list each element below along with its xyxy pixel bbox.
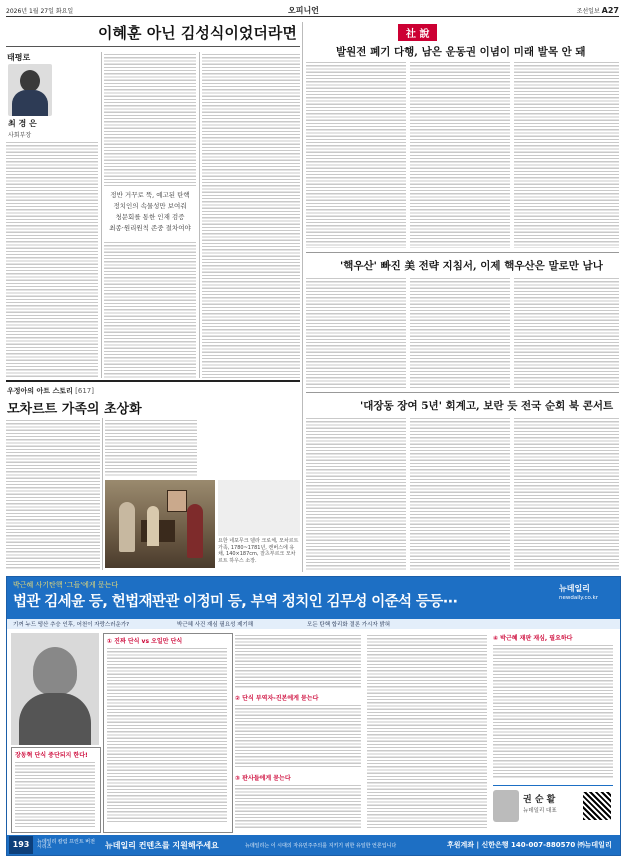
editorial-body-3a xyxy=(306,416,406,570)
signature-title: 뉴데일리 대표 xyxy=(523,808,557,814)
qr-code-icon xyxy=(583,792,611,820)
ad-photo xyxy=(11,633,99,745)
photo-caption: 요한 네포무크 델라 크로체, 모차르트 가족, 1780~1781년, 캔버스에 유채, 140×187cm, 잘츠부르크 모차르트 하우스 소장. xyxy=(218,538,299,564)
section-title: 오피니언 xyxy=(288,6,319,15)
ad-text xyxy=(235,633,361,689)
editorial-headline-3: '대장동 장여 5년' 회계고, 보란 듯 전국 순회 북 콘서트 xyxy=(360,400,614,412)
ad-section-2: ② 단식 부역자-진본에게 묻는다 xyxy=(235,695,319,702)
signature-photo xyxy=(493,790,519,822)
ad-footer xyxy=(7,835,620,855)
masthead-right xyxy=(577,6,619,15)
signature-name: 권 순 활 xyxy=(523,795,556,805)
ad-section-1: ① 진짜 단식 vs 오일만 단식 xyxy=(107,638,183,645)
art-series-label xyxy=(7,386,94,396)
family-portrait-image xyxy=(105,480,215,568)
ad-brand: 뉴데일리 xyxy=(559,584,590,593)
ad-tag: 기꺼 누드 떵산 추승 인후, 어천이 자랑스러운가? xyxy=(13,622,130,628)
ad-tag: 박근혜 사건 재심 필요성 제기해 xyxy=(177,622,254,628)
editorial-headline-1: 발원전 폐기 다행, 남은 운동권 이념이 미래 발목 안 돼 xyxy=(336,46,586,58)
column-body-1 xyxy=(6,140,98,378)
editorial-body-3c xyxy=(514,416,619,570)
editorial-body-2b xyxy=(410,276,510,388)
ad-col-2 xyxy=(235,633,363,831)
advertisement xyxy=(6,576,621,856)
ad-banner xyxy=(7,577,620,619)
badge-note: 뉴데일리 칼럼 프린트 버전 시리즈 xyxy=(37,839,95,850)
ad-text xyxy=(493,643,613,779)
pull-quote-line: 청문회를 통한 인재 검증 xyxy=(115,213,185,221)
ad-col-4 xyxy=(493,633,615,831)
author-title: 사회부장 xyxy=(8,132,32,139)
ad-tag: 모든 탄핵 합리화 결론 가시자 밝혀 xyxy=(307,622,391,628)
ad-section-3: ③ 판사들에게 묻는다 xyxy=(235,775,291,782)
author-name: 최 경 은 xyxy=(8,119,37,128)
editorial-body-2a xyxy=(306,276,406,388)
series-number: [617] xyxy=(75,387,94,395)
page-header xyxy=(6,4,619,17)
editorial-body-1a xyxy=(306,60,406,248)
ad-tagline-bar xyxy=(7,619,620,629)
author-photo xyxy=(8,64,52,116)
ad-headline: 법관 김세윤 등, 헌법재판관 이정미 등, 부역 정치인 김무성 이준석 등등··· xyxy=(13,594,458,610)
ad-sidebar-box xyxy=(11,747,101,833)
paper-name: 조선일보 xyxy=(576,8,600,15)
ad-footer-title: 뉴데일리 컨텐츠를 지원해주세요 xyxy=(105,841,219,850)
column-body-4 xyxy=(202,52,300,378)
ad-text xyxy=(107,646,227,822)
art-headline: 모차르트 가족의 초상화 xyxy=(7,402,142,417)
editorial-body-3b xyxy=(410,416,510,570)
ad-section-5: 장동혁 단식 중단되지 한다! xyxy=(15,752,88,759)
art-body-1 xyxy=(6,418,100,570)
editorial-badge: 社 說 xyxy=(398,24,437,41)
ad-footer-account: 후원계좌 | 신한은행 140-007-880570 ㈜뉴데일리 xyxy=(447,841,612,849)
editorial-body-1b xyxy=(410,60,510,248)
issue-date: 2026년 1월 27일 화요일 xyxy=(6,8,74,15)
ad-section-4: ④ 박근혜 재판 재심, 필요하다 xyxy=(493,635,573,642)
pull-quote-line: 정치인의 속물성만 보여줘 xyxy=(113,202,187,210)
ad-text xyxy=(367,633,487,829)
series-number-badge: 193 xyxy=(9,836,33,854)
art-detail-box xyxy=(218,480,300,536)
column-headline: 이혜훈 아닌 김성식이었더라면 xyxy=(98,24,297,42)
ad-col-3 xyxy=(367,633,489,831)
ad-text xyxy=(235,703,361,769)
ad-text xyxy=(235,783,361,829)
ad-text xyxy=(15,760,95,828)
ad-brand-url: newdaily.co.kr xyxy=(559,595,598,601)
pull-quote-line: 정반 거꾸로 뚝, 예고된 탄핵 xyxy=(110,191,190,199)
editorial-headline-2: '핵우산' 빠진 美 전략 지침서, 이제 핵우산은 말로만 남나 xyxy=(340,260,603,272)
column-body-2 xyxy=(104,52,196,186)
editorial-body-2c xyxy=(514,276,619,388)
editorial-body-1c xyxy=(514,60,619,248)
pull-quote-line: 최종·원리원칙 존중 절차여야 xyxy=(109,224,191,232)
page-number: A27 xyxy=(601,6,619,15)
ad-signature xyxy=(493,785,613,830)
art-body-2 xyxy=(105,418,197,476)
ad-kicker: 박근혜 사기탄핵 '그들'에게 묻는다 xyxy=(13,581,119,589)
series-label: 우정아의 아트 스토리 xyxy=(7,387,73,395)
column-body-3 xyxy=(104,240,196,378)
column-label: 태평로 xyxy=(7,53,31,62)
ad-col-1 xyxy=(103,633,233,833)
pull-quote xyxy=(104,190,196,234)
ad-footer-note: 뉴데일리는 이 시대의 자유민주주의를 지키기 위한 유일한 언론입니다 xyxy=(245,843,397,849)
